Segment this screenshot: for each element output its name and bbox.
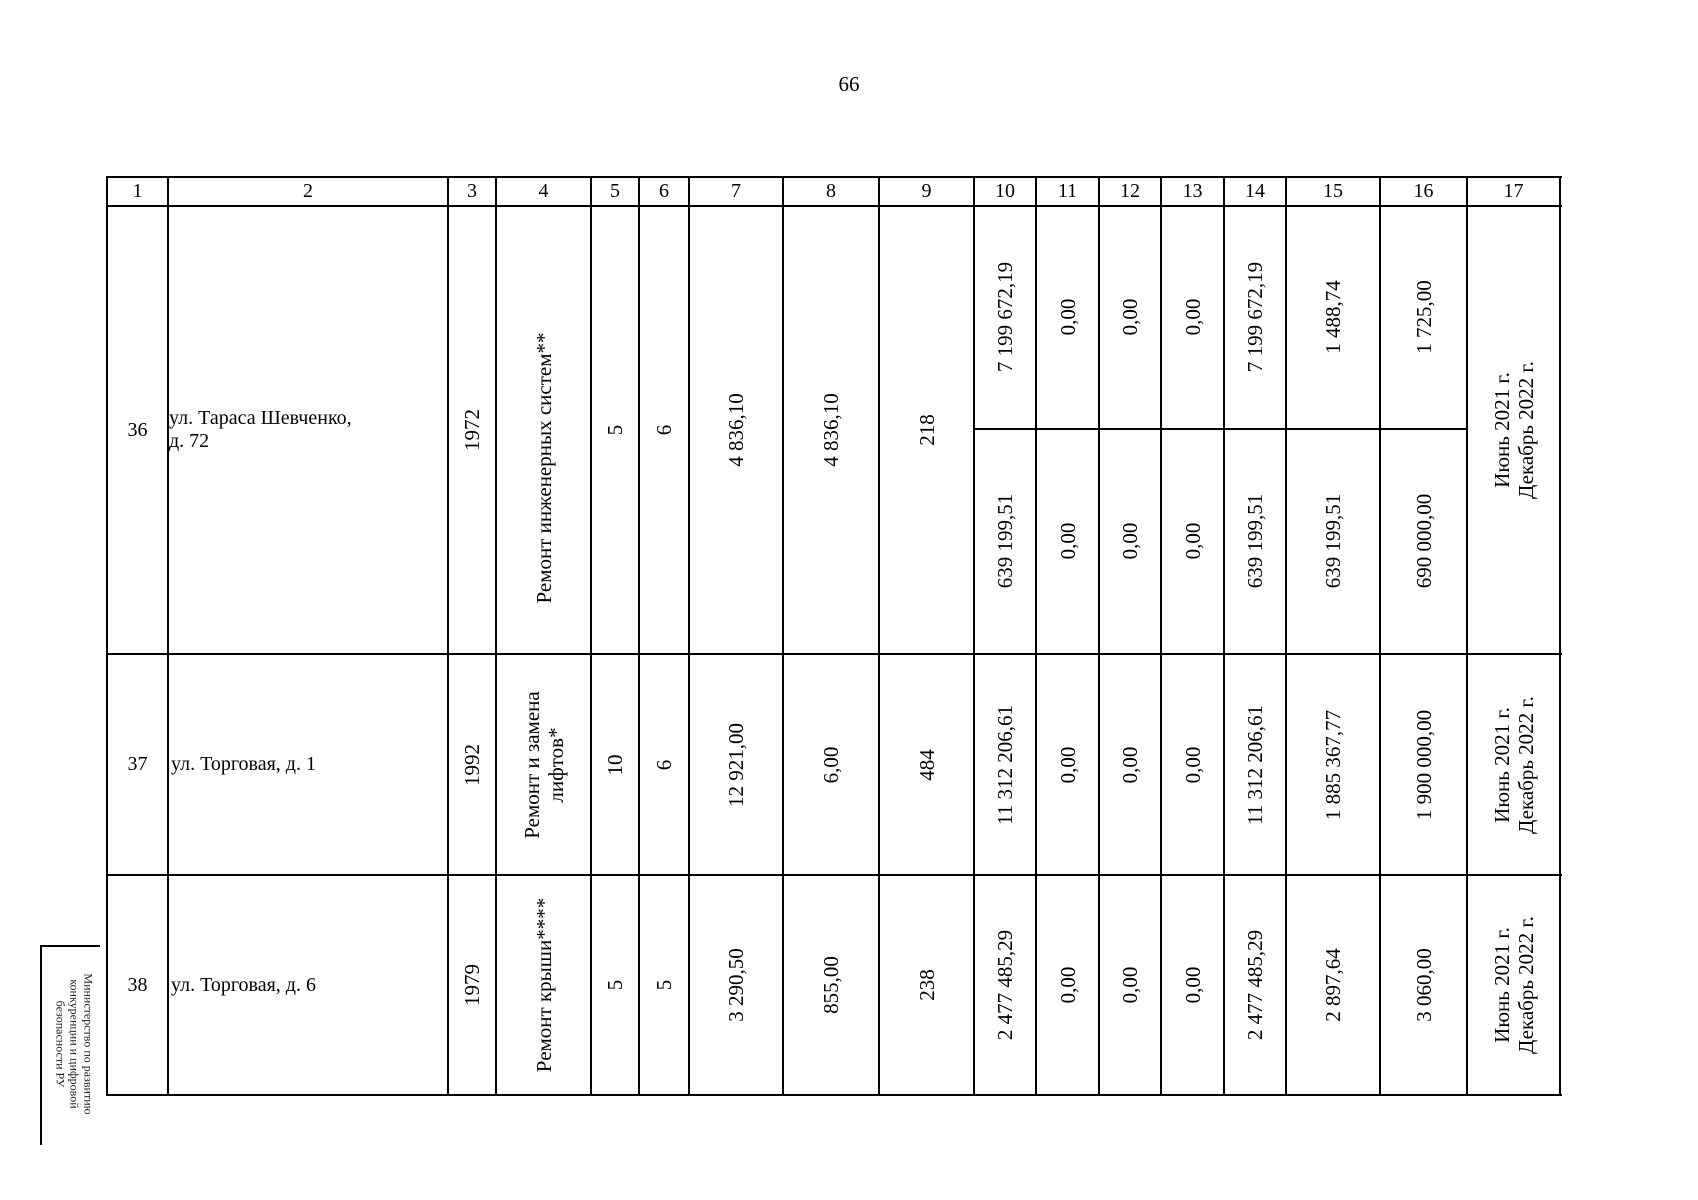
column-line-9 [973,176,975,1096]
column-8-value: 6,00 [818,746,843,783]
work-type-line-2: лифтов* [543,726,568,803]
part-a-col12: 0,00 [1117,298,1142,336]
column-header-2: 2 [303,180,313,202]
column-line-14 [1285,176,1287,1096]
column-header-6: 6 [659,180,669,202]
part-b-col16: 690 000,00 [1411,493,1436,589]
address-cell [169,206,445,654]
column-5-value: 5 [602,979,627,991]
part-b-col11: 0,00 [1055,522,1080,560]
column-8-value: 4 836,10 [818,393,843,467]
work-type [519,691,567,838]
work-period-line-2: Декабрь 2022 г. [1513,916,1538,1054]
work-period-line-2: Декабрь 2022 г. [1513,361,1538,499]
column-6-value: 6 [651,424,676,436]
build-year: 1979 [459,964,484,1006]
work-period-line-2: Декабрь 2022 г. [1513,695,1538,834]
column-10-value: 2 477 485,29 [992,929,1017,1041]
column-header-5: 5 [610,180,620,202]
column-header-16: 16 [1413,180,1434,202]
address-line-2: д. 72 [169,430,210,452]
address-cell: ул. Торговая, д. 1 [171,753,316,775]
part-b-col15: 639 199,51 [1320,493,1345,589]
work-type: Ремонт инженерных систем** [531,332,556,604]
column-line-4 [590,176,592,1096]
row-number: 36 [127,418,148,441]
part-a-col16: 1 725,00 [1411,280,1436,354]
column-header-1: 1 [132,180,143,202]
column-13-value: 0,00 [1180,966,1205,1004]
stamp-line-3: безопасности РУ [53,1000,68,1088]
address-cell: ул. Торговая, д. 6 [171,973,316,996]
column-12-value: 0,00 [1117,746,1142,783]
column-8-value: 855,00 [818,956,843,1014]
column-5-value: 5 [602,424,627,436]
column-15-value: 1 885 367,77 [1320,709,1345,820]
column-line-6 [688,176,690,1096]
address-line-1: ул. Тараса Шевченко, [169,407,352,429]
row-36-split-line [974,428,1467,430]
part-b-col10: 639 199,51 [992,493,1017,589]
column-9-value: 484 [914,748,939,781]
work-period [1489,696,1537,834]
part-a-col13: 0,00 [1180,298,1205,336]
column-16-value: 3 060,00 [1411,948,1436,1022]
page-number: 66 [838,72,860,96]
column-header-11: 11 [1057,180,1078,202]
column-line-10 [1035,176,1037,1096]
column-header-12: 12 [1120,180,1140,202]
column-11-value: 0,00 [1055,746,1080,783]
column-line-17 [1559,176,1561,1096]
row-number: 37 [127,753,148,775]
work-period-line-1: Июнь 2021 г. [1489,927,1514,1043]
part-a-col10: 7 199 672,19 [992,261,1017,373]
column-header-17: 17 [1503,180,1524,202]
column-5-value: 10 [602,754,627,775]
work-period [1489,361,1537,499]
part-a-col15: 1 488,74 [1320,280,1345,354]
part-b-col12: 0,00 [1117,522,1142,560]
column-header-4: 4 [538,180,549,202]
column-line-5 [638,176,640,1096]
part-a-col14: 7 199 672,19 [1242,261,1267,373]
row-number: 38 [127,973,148,996]
column-6-value: 6 [651,759,676,770]
column-9-value: 238 [914,969,939,1001]
column-line-3 [495,176,497,1096]
column-header-10: 10 [995,180,1015,202]
work-period-line-1: Июнь 2021 г. [1489,706,1514,823]
column-line-2 [447,176,449,1096]
column-header-13: 13 [1182,180,1203,202]
column-14-value: 2 477 485,29 [1242,929,1267,1041]
part-a-col11: 0,00 [1055,298,1080,336]
column-line-11 [1098,176,1100,1096]
column-line-13 [1223,176,1225,1096]
part-b-col13: 0,00 [1180,522,1205,560]
work-type-line-1: Ремонт и замена [519,690,544,839]
registration-stamp [34,945,104,1143]
column-11-value: 0,00 [1055,966,1080,1004]
column-header-3: 3 [467,180,477,202]
part-b-col14: 639 199,51 [1242,493,1267,589]
column-16-value: 1 900 000,00 [1411,709,1436,820]
stamp-line-2: конкуренции и цифровой [67,979,82,1109]
build-year: 1992 [459,743,484,786]
column-header-15: 15 [1323,180,1343,202]
column-10-value: 11 312 206,61 [992,704,1017,825]
column-header-9: 9 [921,180,932,202]
column-12-value: 0,00 [1117,966,1142,1004]
column-15-value: 2 897,64 [1320,948,1345,1022]
work-period-line-1: Июнь 2021 г. [1489,372,1514,488]
work-period [1489,916,1537,1054]
column-13-value: 0,00 [1180,746,1205,783]
build-year: 1972 [459,409,484,451]
column-14-value: 11 312 206,61 [1242,704,1267,825]
stamp-line-1: Министерство по развитию [81,973,96,1115]
column-9-value: 218 [914,414,939,446]
work-type: Ремонт крыши**** [531,897,556,1073]
column-header-8: 8 [826,180,836,202]
column-6-value: 5 [651,979,676,991]
column-header-7: 7 [731,180,741,202]
column-line-12 [1160,176,1162,1096]
column-7-value: 12 921,00 [723,722,748,807]
column-line-7 [782,176,784,1096]
column-line-16 [1466,176,1468,1096]
column-7-value: 3 290,50 [723,948,748,1022]
column-header-14: 14 [1245,180,1265,202]
column-line-8 [878,176,880,1096]
column-line-15 [1379,176,1381,1096]
column-7-value: 4 836,10 [723,393,748,467]
